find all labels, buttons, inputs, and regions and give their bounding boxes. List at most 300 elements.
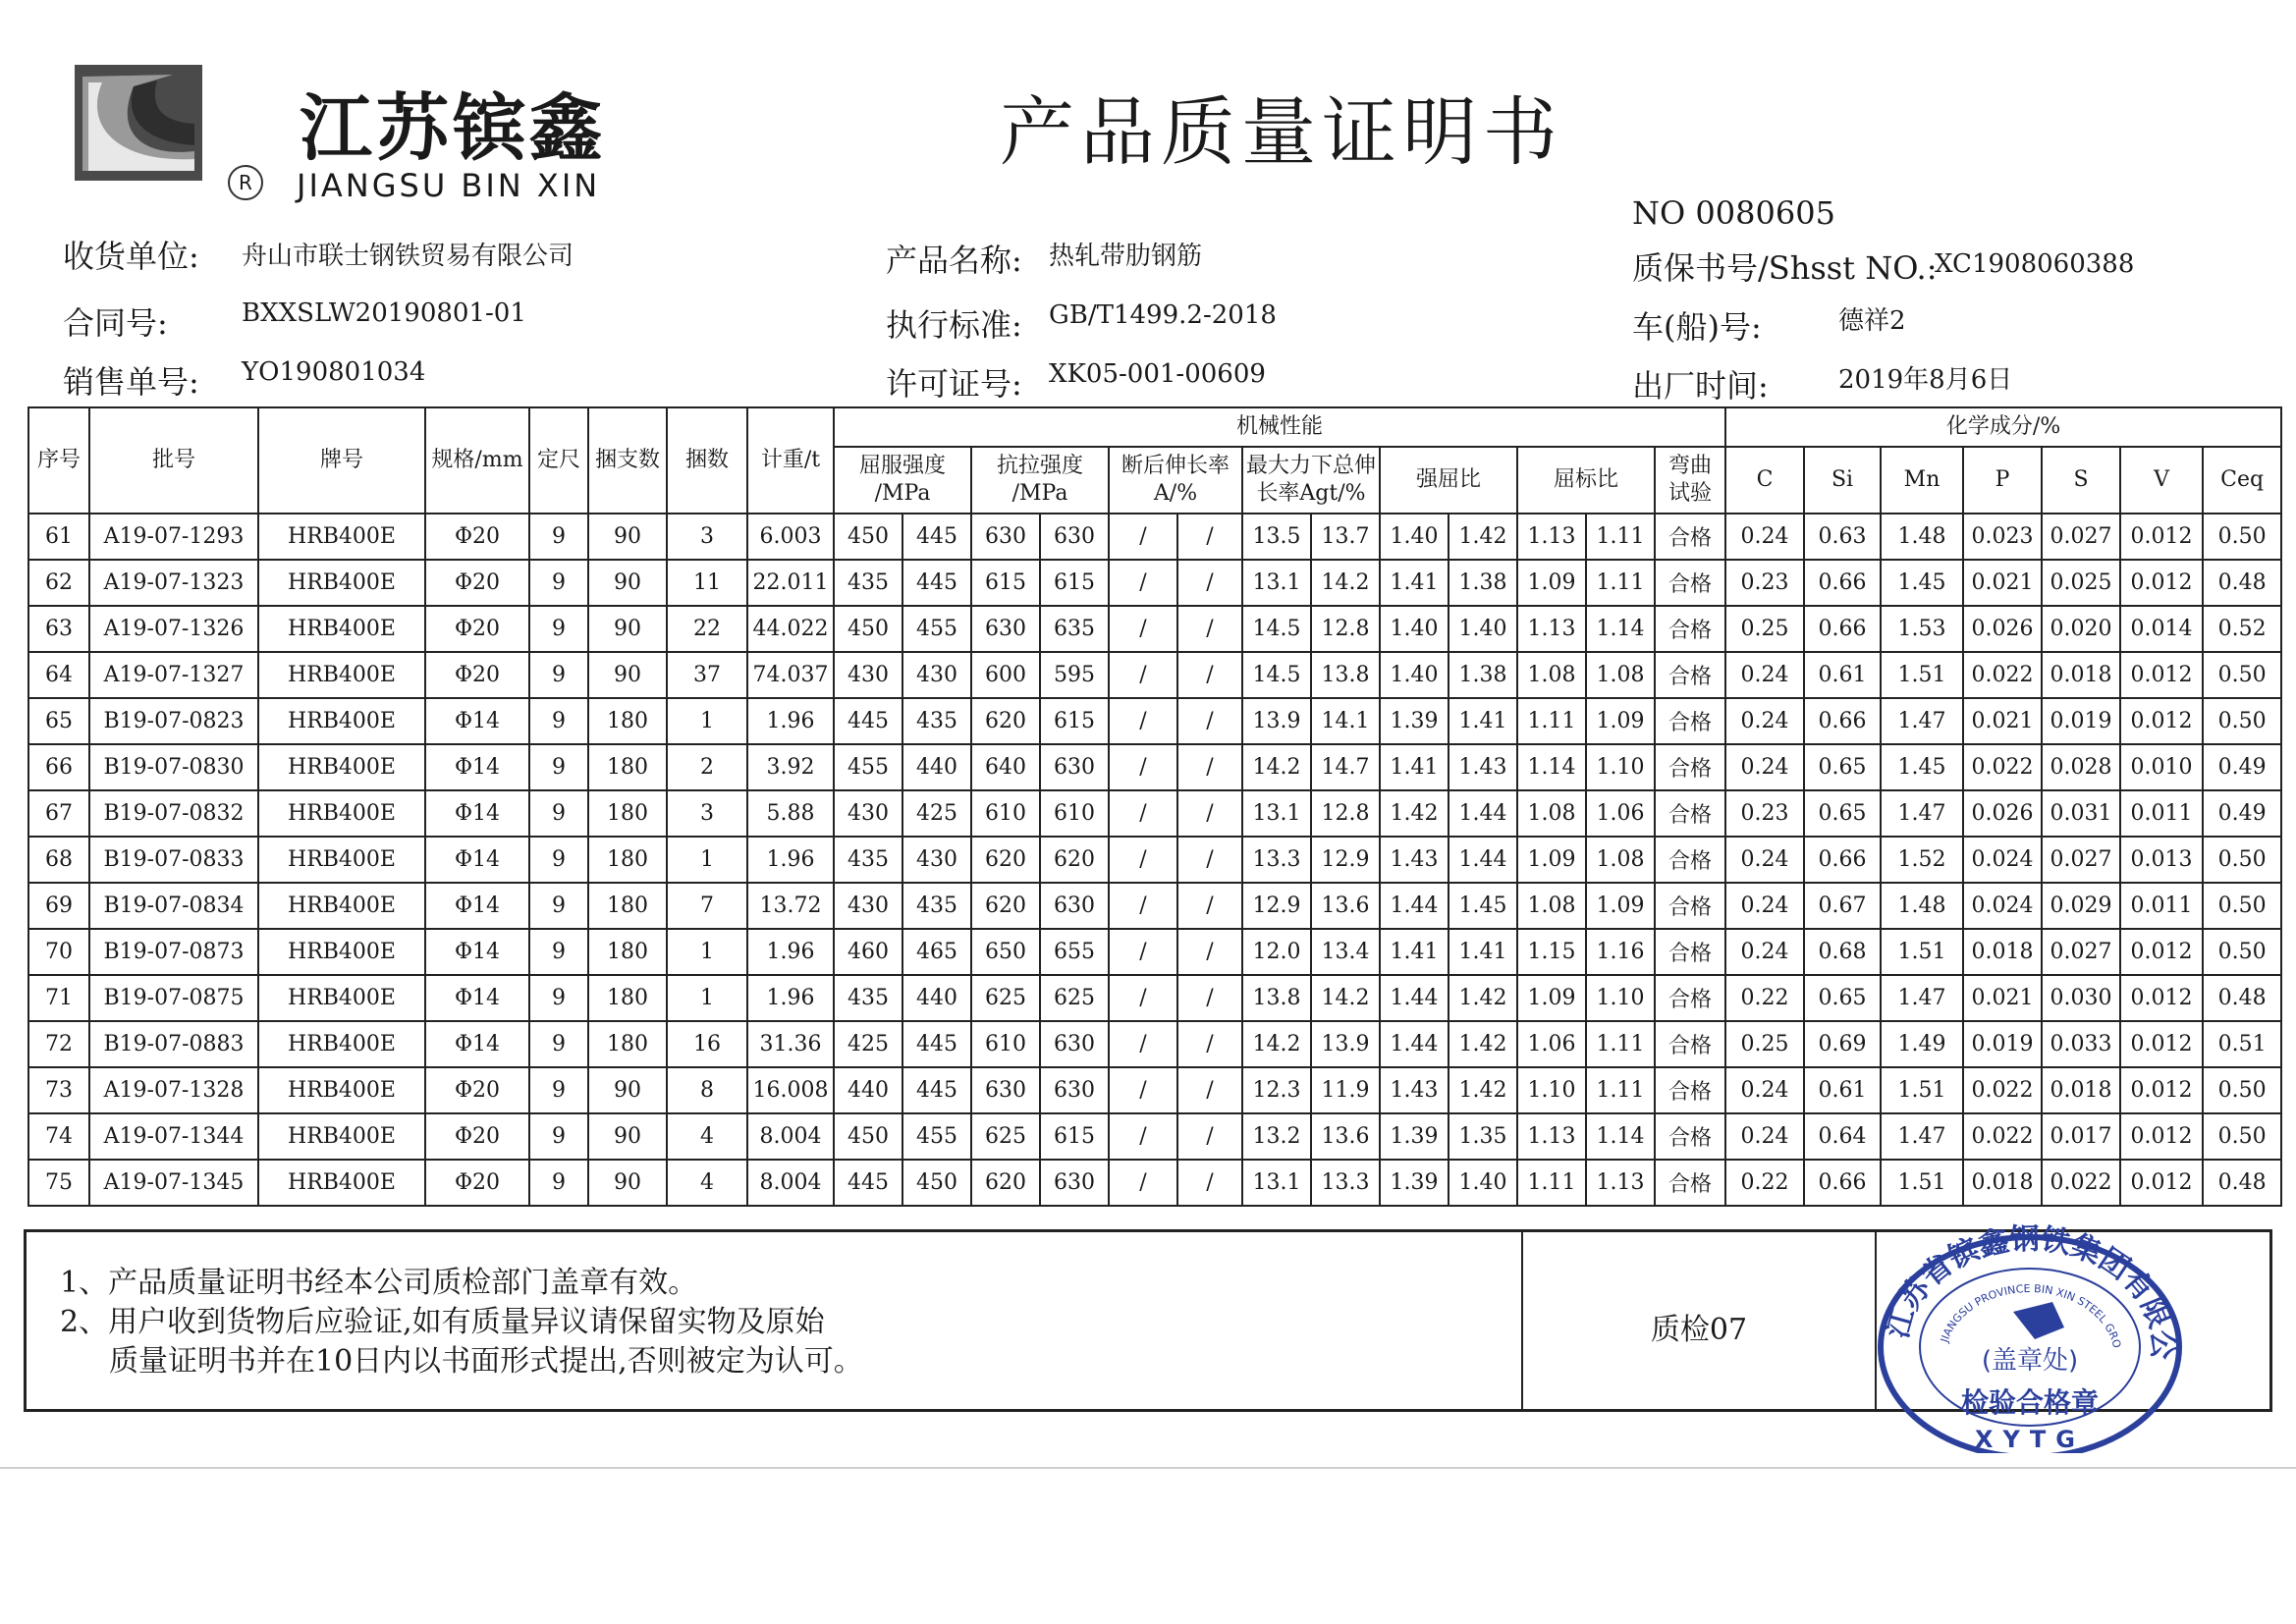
document-number: NO 0080605 xyxy=(1632,194,1835,232)
cell-pieces: 180 xyxy=(588,698,667,744)
cell-s: 0.018 xyxy=(2042,1067,2120,1113)
cell-pieces: 180 xyxy=(588,744,667,790)
cell-agt-2: 13.6 xyxy=(1311,1113,1380,1160)
cell-tensile-2: 615 xyxy=(1040,560,1109,606)
cell-agt-2: 14.7 xyxy=(1311,744,1380,790)
cell-ratio2-2: 1.09 xyxy=(1586,883,1655,929)
cell-agt-1: 14.2 xyxy=(1242,744,1311,790)
cell-agt-2: 13.7 xyxy=(1311,514,1380,560)
cell-spec: Φ14 xyxy=(425,837,529,883)
cell-ratio2-2: 1.08 xyxy=(1586,837,1655,883)
cell-seq: 74 xyxy=(28,1113,89,1160)
cell-elongation-2: / xyxy=(1177,1113,1242,1160)
cell-weight: 5.88 xyxy=(747,790,834,837)
cell-p: 0.018 xyxy=(1963,1160,2042,1206)
cell-ceq: 0.48 xyxy=(2203,1160,2281,1206)
cell-ratio1-2: 1.38 xyxy=(1449,652,1517,698)
cell-length: 9 xyxy=(529,1160,588,1206)
cell-mn: 1.45 xyxy=(1881,744,1963,790)
cell-grade: HRB400E xyxy=(258,606,425,652)
cell-weight: 1.96 xyxy=(747,929,834,975)
vehicle-value: 德祥2 xyxy=(1838,306,1906,336)
cell-si: 0.66 xyxy=(1804,837,1881,883)
cell-ceq: 0.49 xyxy=(2203,790,2281,837)
cell-s: 0.027 xyxy=(2042,837,2120,883)
header-v: V xyxy=(2120,447,2203,514)
table-row xyxy=(28,606,2281,652)
company-logo xyxy=(75,65,202,181)
cell-yield-2: 450 xyxy=(902,1160,971,1206)
cell-weight: 1.96 xyxy=(747,837,834,883)
cell-ratio1-1: 1.40 xyxy=(1380,652,1449,698)
cell-elongation-2: / xyxy=(1177,1160,1242,1206)
cert-value: XC1908060388 xyxy=(1935,249,2135,279)
cell-length: 9 xyxy=(529,698,588,744)
cell-ratio1-1: 1.41 xyxy=(1380,744,1449,790)
cell-ratio2-1: 1.15 xyxy=(1517,929,1586,975)
cell-length: 9 xyxy=(529,975,588,1021)
cell-bundles: 1 xyxy=(667,929,747,975)
cell-tensile-1: 625 xyxy=(971,1113,1040,1160)
cell-mn: 1.53 xyxy=(1881,606,1963,652)
cell-ceq: 0.50 xyxy=(2203,514,2281,560)
cell-pieces: 180 xyxy=(588,837,667,883)
quality-table xyxy=(27,406,2282,1207)
consignee-value: 舟山市联士钢铁贸易有限公司 xyxy=(242,242,574,271)
table-row xyxy=(28,698,2281,744)
cell-c: 0.24 xyxy=(1725,652,1804,698)
cell-ratio1-2: 1.40 xyxy=(1449,1160,1517,1206)
cell-si: 0.68 xyxy=(1804,929,1881,975)
cell-c: 0.22 xyxy=(1725,975,1804,1021)
cell-v: 0.012 xyxy=(2120,1160,2203,1206)
cell-agt-1: 13.5 xyxy=(1242,514,1311,560)
cell-bend: 合格 xyxy=(1655,1067,1725,1113)
cell-spec: Φ20 xyxy=(425,560,529,606)
cell-agt-1: 14.2 xyxy=(1242,1021,1311,1067)
cell-grade: HRB400E xyxy=(258,975,425,1021)
cell-elongation-2: / xyxy=(1177,790,1242,837)
cell-p: 0.021 xyxy=(1963,560,2042,606)
cell-bundles: 8 xyxy=(667,1067,747,1113)
cell-ratio1-1: 1.41 xyxy=(1380,560,1449,606)
vehicle-label: 车(船)号: xyxy=(1632,308,1762,346)
cell-grade: HRB400E xyxy=(258,1021,425,1067)
cell-tensile-2: 615 xyxy=(1040,1113,1109,1160)
cell-yield-1: 445 xyxy=(834,1160,902,1206)
cell-elongation-2: / xyxy=(1177,698,1242,744)
cell-pieces: 90 xyxy=(588,1160,667,1206)
cell-elongation-1: / xyxy=(1109,1021,1177,1067)
cell-yield-2: 465 xyxy=(902,929,971,975)
cell-ratio1-1: 1.40 xyxy=(1380,606,1449,652)
cell-batch: B19-07-0834 xyxy=(89,883,258,929)
cell-weight: 8.004 xyxy=(747,1160,834,1206)
cell-p: 0.024 xyxy=(1963,837,2042,883)
cell-pieces: 180 xyxy=(588,929,667,975)
cell-tensile-2: 630 xyxy=(1040,1021,1109,1067)
cell-batch: B19-07-0833 xyxy=(89,837,258,883)
cell-seq: 72 xyxy=(28,1021,89,1067)
cell-bundles: 4 xyxy=(667,1160,747,1206)
cell-weight: 31.36 xyxy=(747,1021,834,1067)
cell-agt-2: 13.4 xyxy=(1311,929,1380,975)
header-ratio-yield-standard: 屈标比 xyxy=(1517,447,1655,514)
cell-elongation-1: / xyxy=(1109,1067,1177,1113)
cell-ceq: 0.50 xyxy=(2203,883,2281,929)
cell-yield-2: 440 xyxy=(902,975,971,1021)
header-weight: 计重/t xyxy=(747,407,834,514)
cell-agt-1: 13.1 xyxy=(1242,1160,1311,1206)
cell-ratio2-2: 1.14 xyxy=(1586,606,1655,652)
cell-yield-2: 430 xyxy=(902,652,971,698)
cell-seq: 61 xyxy=(28,514,89,560)
cell-tensile-1: 630 xyxy=(971,1067,1040,1113)
cell-seq: 71 xyxy=(28,975,89,1021)
cell-bend: 合格 xyxy=(1655,1160,1725,1206)
cell-ratio1-1: 1.44 xyxy=(1380,1021,1449,1067)
cell-tensile-1: 615 xyxy=(971,560,1040,606)
cell-seq: 65 xyxy=(28,698,89,744)
contract-value: BXXSLW20190801-01 xyxy=(242,298,526,328)
sales-label: 销售单号: xyxy=(63,363,199,401)
cell-tensile-2: 630 xyxy=(1040,1160,1109,1206)
cell-ceq: 0.48 xyxy=(2203,975,2281,1021)
cell-tensile-1: 625 xyxy=(971,975,1040,1021)
cell-tensile-1: 650 xyxy=(971,929,1040,975)
cell-p: 0.021 xyxy=(1963,975,2042,1021)
seal-center-text: (盖章处) xyxy=(1981,1346,2079,1376)
cell-ratio2-1: 1.08 xyxy=(1517,790,1586,837)
cell-agt-2: 13.6 xyxy=(1311,883,1380,929)
cell-yield-1: 435 xyxy=(834,560,902,606)
cell-ceq: 0.50 xyxy=(2203,698,2281,744)
cell-c: 0.24 xyxy=(1725,1113,1804,1160)
cell-length: 9 xyxy=(529,837,588,883)
cell-spec: Φ14 xyxy=(425,744,529,790)
cell-s: 0.025 xyxy=(2042,560,2120,606)
cell-bundles: 1 xyxy=(667,837,747,883)
cell-mn: 1.47 xyxy=(1881,790,1963,837)
cell-ratio1-1: 1.39 xyxy=(1380,1113,1449,1160)
cell-spec: Φ20 xyxy=(425,1160,529,1206)
header-ratio-tensile-yield: 强屈比 xyxy=(1380,447,1517,514)
footer-notes xyxy=(60,1264,863,1381)
cell-yield-1: 450 xyxy=(834,606,902,652)
cell-ratio2-2: 1.09 xyxy=(1586,698,1655,744)
cell-length: 9 xyxy=(529,883,588,929)
sales-value: YO190801034 xyxy=(242,357,426,387)
cell-si: 0.63 xyxy=(1804,514,1881,560)
cell-yield-1: 450 xyxy=(834,514,902,560)
license-value: XK05-001-00609 xyxy=(1049,359,1266,389)
cell-ratio1-1: 1.43 xyxy=(1380,1067,1449,1113)
cell-weight: 13.72 xyxy=(747,883,834,929)
cell-tensile-2: 630 xyxy=(1040,1067,1109,1113)
cell-yield-2: 445 xyxy=(902,560,971,606)
cell-s: 0.018 xyxy=(2042,652,2120,698)
cell-ratio2-2: 1.13 xyxy=(1586,1160,1655,1206)
header-spec: 规格/mm xyxy=(425,407,529,514)
cell-ratio2-1: 1.11 xyxy=(1517,698,1586,744)
cell-si: 0.64 xyxy=(1804,1113,1881,1160)
registered-mark-icon: R xyxy=(228,165,263,200)
cell-mn: 1.51 xyxy=(1881,1160,1963,1206)
cell-c: 0.24 xyxy=(1725,929,1804,975)
cell-tensile-2: 615 xyxy=(1040,698,1109,744)
cell-seq: 70 xyxy=(28,929,89,975)
table-row xyxy=(28,790,2281,837)
cell-seq: 62 xyxy=(28,560,89,606)
cell-p: 0.022 xyxy=(1963,744,2042,790)
cell-tensile-2: 595 xyxy=(1040,652,1109,698)
cell-weight: 16.008 xyxy=(747,1067,834,1113)
cell-bend: 合格 xyxy=(1655,975,1725,1021)
cell-mn: 1.47 xyxy=(1881,975,1963,1021)
cell-c: 0.25 xyxy=(1725,1021,1804,1067)
cell-weight: 22.011 xyxy=(747,560,834,606)
cell-batch: A19-07-1328 xyxy=(89,1067,258,1113)
cell-bend: 合格 xyxy=(1655,698,1725,744)
cell-v: 0.011 xyxy=(2120,883,2203,929)
cell-yield-2: 435 xyxy=(902,698,971,744)
cell-pieces: 90 xyxy=(588,606,667,652)
cell-ratio2-1: 1.08 xyxy=(1517,883,1586,929)
table-row xyxy=(28,1021,2281,1067)
cell-si: 0.66 xyxy=(1804,606,1881,652)
table-row xyxy=(28,975,2281,1021)
cell-bend: 合格 xyxy=(1655,1113,1725,1160)
cell-bundles: 3 xyxy=(667,790,747,837)
cell-elongation-1: / xyxy=(1109,744,1177,790)
cell-ratio1-1: 1.43 xyxy=(1380,837,1449,883)
cell-ratio2-2: 1.11 xyxy=(1586,514,1655,560)
cell-pieces: 90 xyxy=(588,1067,667,1113)
cell-length: 9 xyxy=(529,1113,588,1160)
cell-pieces: 180 xyxy=(588,790,667,837)
cell-batch: A19-07-1326 xyxy=(89,606,258,652)
cell-tensile-1: 600 xyxy=(971,652,1040,698)
cell-bundles: 3 xyxy=(667,514,747,560)
cell-yield-1: 430 xyxy=(834,883,902,929)
cell-elongation-1: / xyxy=(1109,1113,1177,1160)
cell-ratio1-1: 1.39 xyxy=(1380,698,1449,744)
cell-v: 0.012 xyxy=(2120,514,2203,560)
cell-ratio1-1: 1.44 xyxy=(1380,975,1449,1021)
cell-spec: Φ14 xyxy=(425,698,529,744)
cell-elongation-1: / xyxy=(1109,975,1177,1021)
cell-ratio2-1: 1.09 xyxy=(1517,837,1586,883)
cell-elongation-1: / xyxy=(1109,514,1177,560)
cell-elongation-2: / xyxy=(1177,975,1242,1021)
cell-v: 0.012 xyxy=(2120,698,2203,744)
cell-weight: 3.92 xyxy=(747,744,834,790)
cell-ceq: 0.50 xyxy=(2203,929,2281,975)
cell-v: 0.012 xyxy=(2120,929,2203,975)
cell-tensile-2: 630 xyxy=(1040,883,1109,929)
cell-grade: HRB400E xyxy=(258,698,425,744)
cell-pieces: 90 xyxy=(588,514,667,560)
cell-grade: HRB400E xyxy=(258,1067,425,1113)
cell-p: 0.026 xyxy=(1963,606,2042,652)
cell-ratio1-2: 1.42 xyxy=(1449,1067,1517,1113)
cell-yield-1: 430 xyxy=(834,652,902,698)
cell-batch: B19-07-0823 xyxy=(89,698,258,744)
header-pieces: 捆支数 xyxy=(588,407,667,514)
cell-yield-2: 445 xyxy=(902,514,971,560)
cell-mn: 1.47 xyxy=(1881,1113,1963,1160)
cell-bundles: 1 xyxy=(667,975,747,1021)
cell-weight: 1.96 xyxy=(747,698,834,744)
cell-v: 0.012 xyxy=(2120,1021,2203,1067)
cell-mn: 1.51 xyxy=(1881,929,1963,975)
product-value: 热轧带肋钢筋 xyxy=(1049,242,1203,271)
cell-ratio2-2: 1.14 xyxy=(1586,1113,1655,1160)
header-bend-test: 弯曲 试验 xyxy=(1655,447,1725,514)
cell-yield-2: 440 xyxy=(902,744,971,790)
cell-yield-2: 435 xyxy=(902,883,971,929)
cell-ratio1-1: 1.39 xyxy=(1380,1160,1449,1206)
table-row xyxy=(28,1067,2281,1113)
cell-si: 0.66 xyxy=(1804,1160,1881,1206)
cell-ratio2-1: 1.13 xyxy=(1517,606,1586,652)
cell-bend: 合格 xyxy=(1655,1021,1725,1067)
cell-ratio2-2: 1.11 xyxy=(1586,1067,1655,1113)
inspection-seal xyxy=(1868,1210,2192,1453)
cell-yield-2: 425 xyxy=(902,790,971,837)
cell-tensile-2: 620 xyxy=(1040,837,1109,883)
cell-yield-1: 445 xyxy=(834,698,902,744)
cell-ceq: 0.50 xyxy=(2203,837,2281,883)
cell-tensile-1: 610 xyxy=(971,1021,1040,1067)
cell-si: 0.61 xyxy=(1804,1067,1881,1113)
cell-ratio1-2: 1.41 xyxy=(1449,929,1517,975)
cell-agt-2: 14.1 xyxy=(1311,698,1380,744)
cell-tensile-1: 640 xyxy=(971,744,1040,790)
cell-pieces: 180 xyxy=(588,975,667,1021)
cell-ratio2-2: 1.16 xyxy=(1586,929,1655,975)
cell-seq: 67 xyxy=(28,790,89,837)
company-name-cn: 江苏镔鑫 xyxy=(300,86,606,171)
cell-yield-1: 450 xyxy=(834,1113,902,1160)
header-si: Si xyxy=(1804,447,1881,514)
cell-ceq: 0.51 xyxy=(2203,1021,2281,1067)
cell-p: 0.024 xyxy=(1963,883,2042,929)
table-row xyxy=(28,1160,2281,1206)
standard-label: 执行标准: xyxy=(886,306,1022,344)
cell-pieces: 180 xyxy=(588,1021,667,1067)
cell-weight: 8.004 xyxy=(747,1113,834,1160)
cell-tensile-1: 620 xyxy=(971,1160,1040,1206)
cell-elongation-1: / xyxy=(1109,698,1177,744)
cell-ceq: 0.48 xyxy=(2203,560,2281,606)
cell-mn: 1.48 xyxy=(1881,514,1963,560)
cell-mn: 1.48 xyxy=(1881,883,1963,929)
cell-length: 9 xyxy=(529,560,588,606)
cell-elongation-2: / xyxy=(1177,1021,1242,1067)
cell-c: 0.24 xyxy=(1725,1067,1804,1113)
cell-length: 9 xyxy=(529,514,588,560)
cell-ratio1-1: 1.41 xyxy=(1380,929,1449,975)
cell-v: 0.011 xyxy=(2120,790,2203,837)
cell-v: 0.012 xyxy=(2120,560,2203,606)
cell-s: 0.022 xyxy=(2042,1160,2120,1206)
cell-spec: Φ14 xyxy=(425,975,529,1021)
header-ceq: Ceq xyxy=(2203,447,2281,514)
cell-bundles: 22 xyxy=(667,606,747,652)
cell-elongation-2: / xyxy=(1177,606,1242,652)
cell-ratio2-1: 1.09 xyxy=(1517,560,1586,606)
cell-p: 0.022 xyxy=(1963,652,2042,698)
cell-mn: 1.47 xyxy=(1881,698,1963,744)
cell-bundles: 16 xyxy=(667,1021,747,1067)
cell-seq: 63 xyxy=(28,606,89,652)
cell-weight: 6.003 xyxy=(747,514,834,560)
company-name-en: JIANGSU BIN XIN xyxy=(297,167,601,204)
table-row xyxy=(28,652,2281,698)
cell-si: 0.65 xyxy=(1804,975,1881,1021)
cell-elongation-2: / xyxy=(1177,514,1242,560)
cell-pieces: 180 xyxy=(588,883,667,929)
note-3: 质量证明书并在10日内以书面形式提出,否则被定为认可。 xyxy=(109,1344,863,1379)
cell-yield-2: 445 xyxy=(902,1067,971,1113)
cell-tensile-2: 655 xyxy=(1040,929,1109,975)
header-length: 定尺 xyxy=(529,407,588,514)
cell-si: 0.69 xyxy=(1804,1021,1881,1067)
cell-c: 0.24 xyxy=(1725,514,1804,560)
cell-agt-1: 12.0 xyxy=(1242,929,1311,975)
cell-spec: Φ14 xyxy=(425,1021,529,1067)
cell-ratio1-2: 1.42 xyxy=(1449,514,1517,560)
cell-ratio2-1: 1.10 xyxy=(1517,1067,1586,1113)
cell-tensile-1: 620 xyxy=(971,883,1040,929)
header-tensile: 抗拉强度 /MPa xyxy=(971,447,1109,514)
cell-length: 9 xyxy=(529,744,588,790)
note-2: 2、用户收到货物后应验证,如有质量异议请保留实物及原始 xyxy=(60,1305,825,1339)
cell-elongation-2: / xyxy=(1177,652,1242,698)
cell-grade: HRB400E xyxy=(258,652,425,698)
cell-mn: 1.52 xyxy=(1881,837,1963,883)
cell-tensile-1: 610 xyxy=(971,790,1040,837)
cell-tensile-2: 635 xyxy=(1040,606,1109,652)
cell-mn: 1.45 xyxy=(1881,560,1963,606)
header-seq: 序号 xyxy=(28,407,89,514)
cell-agt-2: 13.8 xyxy=(1311,652,1380,698)
product-label: 产品名称: xyxy=(886,242,1022,279)
cell-elongation-1: / xyxy=(1109,560,1177,606)
cell-p: 0.019 xyxy=(1963,1021,2042,1067)
cell-agt-1: 13.1 xyxy=(1242,560,1311,606)
cell-ratio1-2: 1.44 xyxy=(1449,790,1517,837)
table-row xyxy=(28,560,2281,606)
cell-bend: 合格 xyxy=(1655,929,1725,975)
cell-ratio1-1: 1.44 xyxy=(1380,883,1449,929)
cell-agt-2: 12.8 xyxy=(1311,606,1380,652)
cell-elongation-1: / xyxy=(1109,929,1177,975)
cell-yield-1: 435 xyxy=(834,837,902,883)
cell-spec: Φ20 xyxy=(425,1113,529,1160)
consignee-label: 收货单位: xyxy=(63,238,199,275)
cell-elongation-1: / xyxy=(1109,883,1177,929)
cell-seq: 66 xyxy=(28,744,89,790)
cell-agt-2: 12.8 xyxy=(1311,790,1380,837)
cell-mn: 1.51 xyxy=(1881,652,1963,698)
cell-elongation-2: / xyxy=(1177,837,1242,883)
cell-grade: HRB400E xyxy=(258,883,425,929)
cell-seq: 73 xyxy=(28,1067,89,1113)
cell-si: 0.61 xyxy=(1804,652,1881,698)
cell-yield-2: 455 xyxy=(902,1113,971,1160)
